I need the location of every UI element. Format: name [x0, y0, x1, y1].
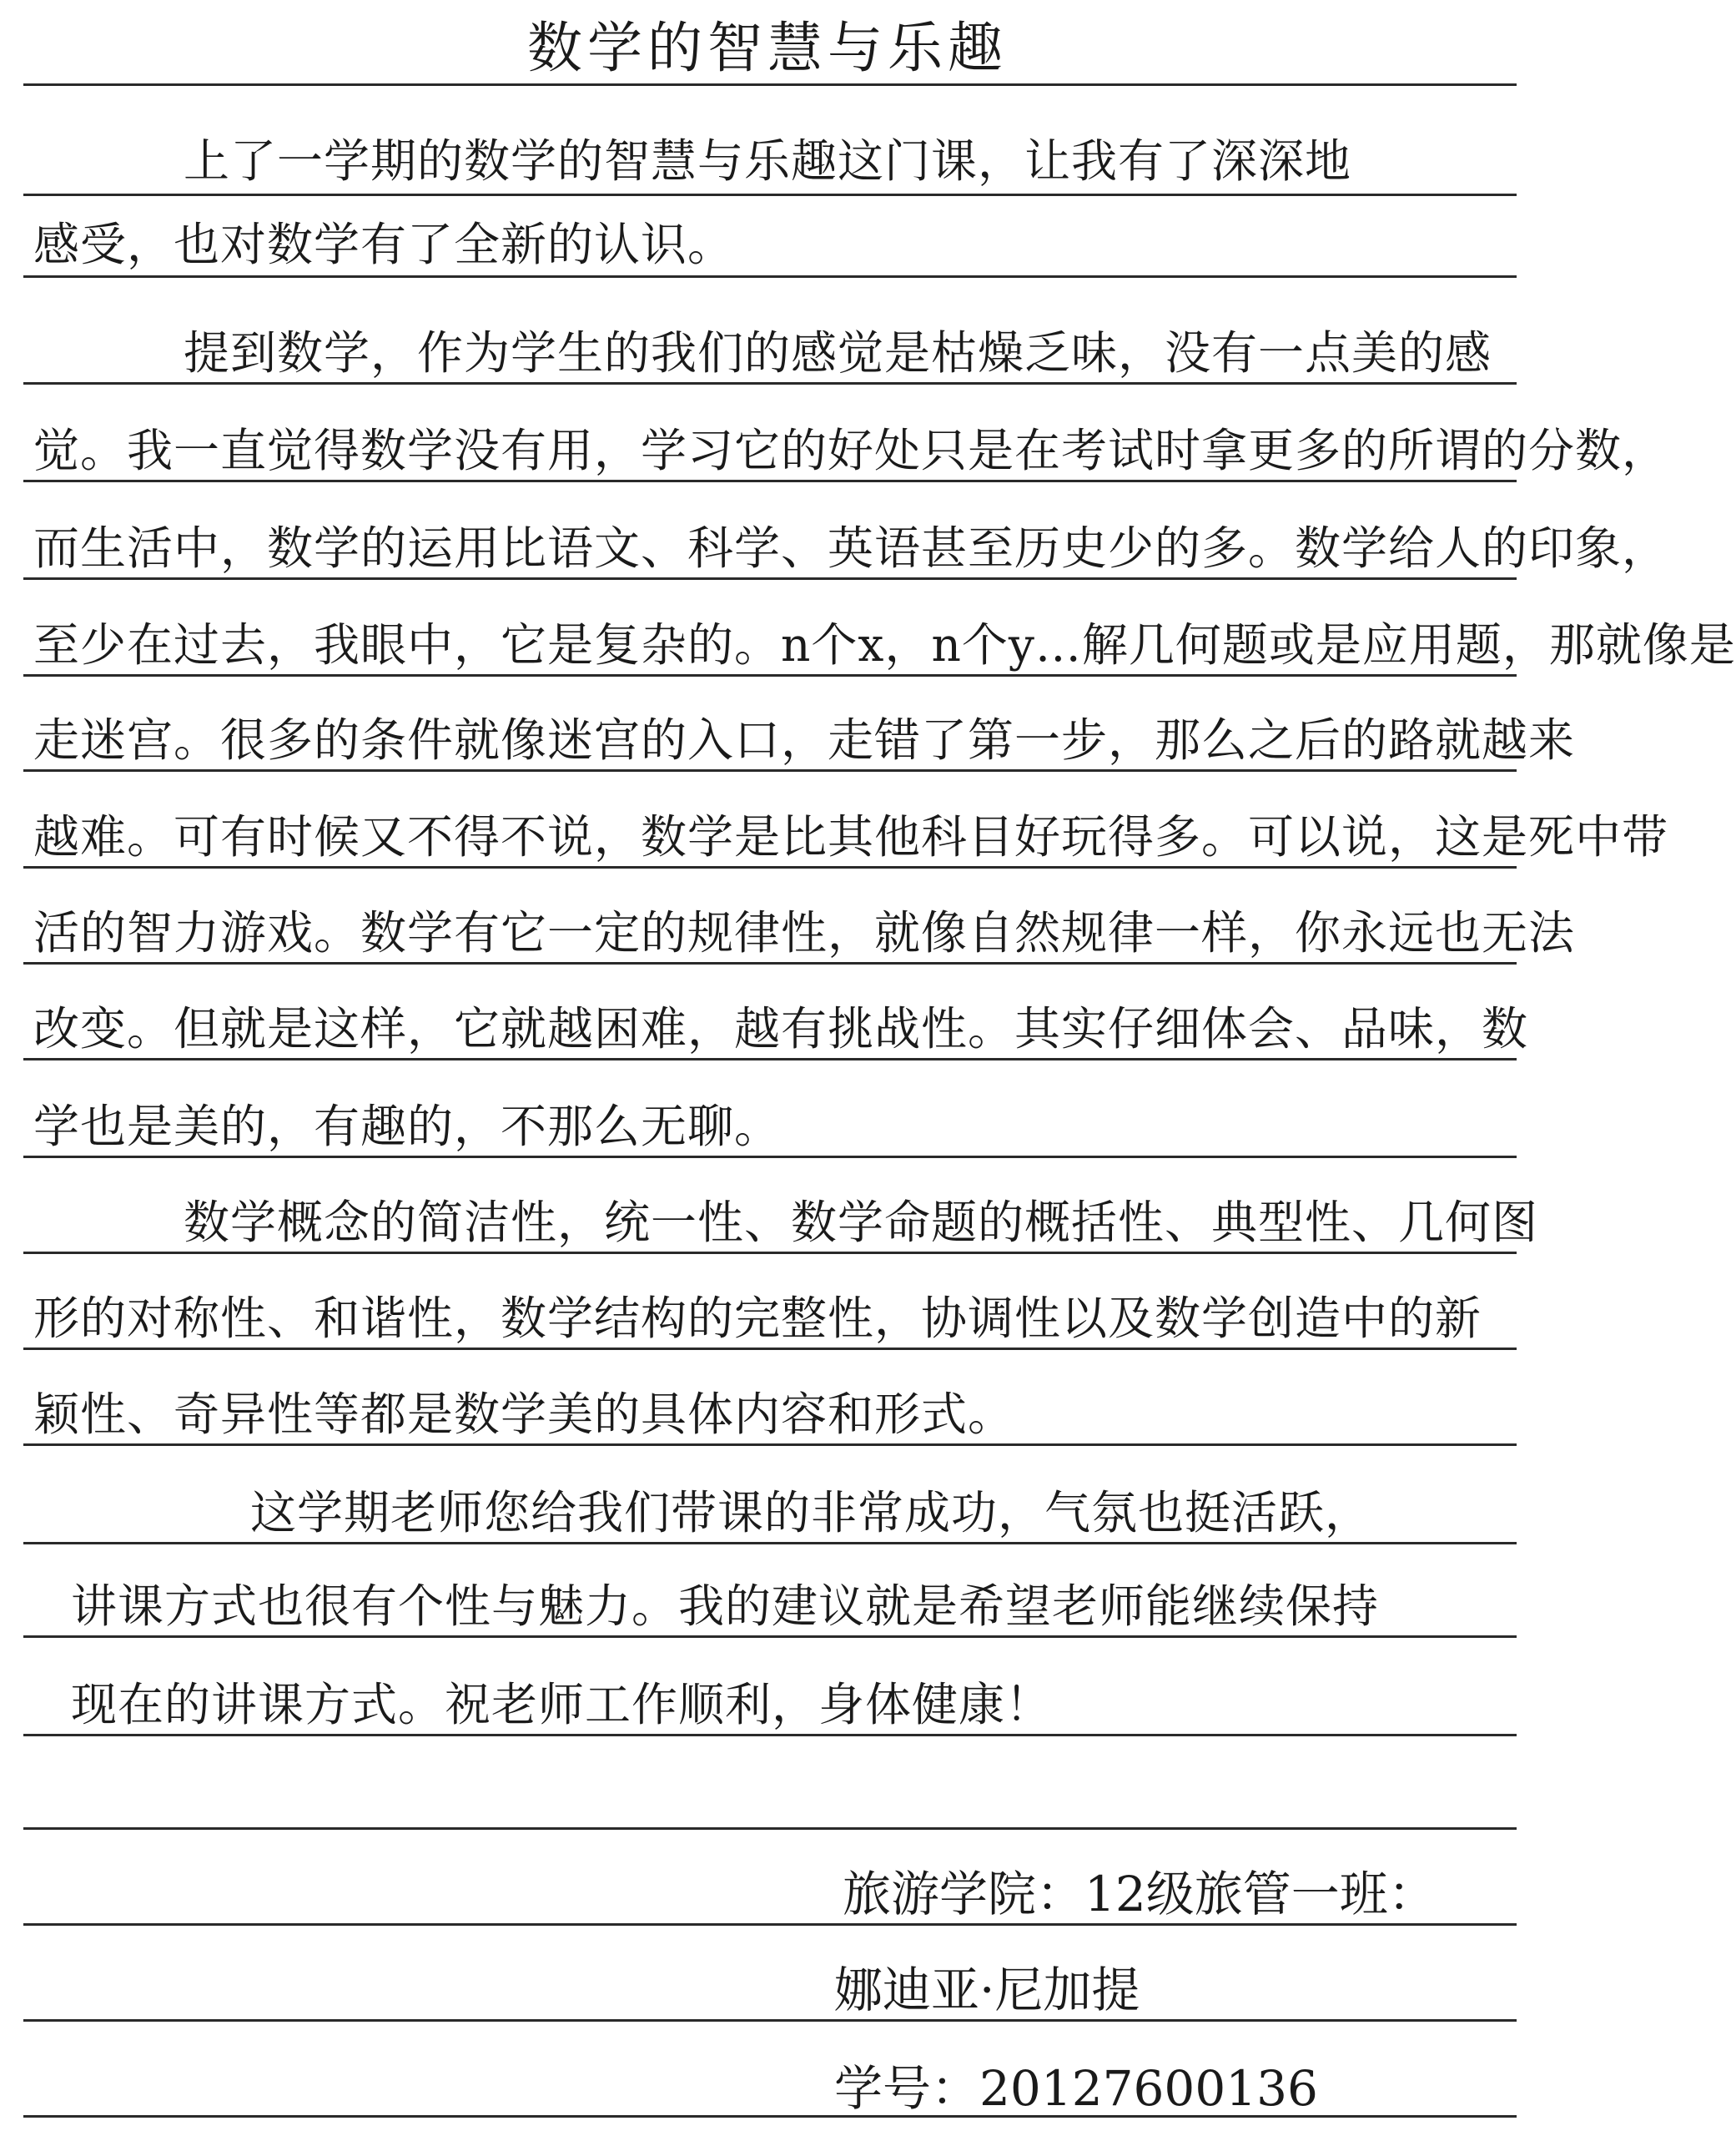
ruled-line — [23, 275, 1517, 278]
ruled-line — [23, 1348, 1517, 1350]
ruled-line — [23, 962, 1517, 965]
essay-line: 走迷宫。很多的条件就像迷宫的入口，走错了第一步，那么之后的路就越来 — [33, 713, 1576, 767]
ruled-line — [23, 1635, 1517, 1638]
essay-line: 现在的讲课方式。祝老师工作顺利，身体健康！ — [71, 1678, 1053, 1731]
essay-line: 越难。可有时候又不得不说，数学是比其他科目好玩得多。可以说，这是死中带 — [33, 810, 1669, 864]
ruled-line — [23, 1542, 1517, 1544]
essay-line: 这学期老师您给我们带课的非常成功，气氛也挺活跃， — [250, 1486, 1372, 1539]
ruled-line — [23, 194, 1517, 196]
essay-line: 改变。但就是这样，它就越困难，越有挑战性。其实仔细体会、品味，数 — [33, 1002, 1529, 1055]
essay-line: 提到数学，作为学生的我们的感觉是枯燥乏味，没有一点美的感 — [184, 326, 1492, 380]
ruled-line — [23, 1734, 1517, 1736]
ruled-line — [23, 1058, 1517, 1060]
essay-line: 感受，也对数学有了全新的认识。 — [33, 218, 735, 271]
ruled-line — [23, 1156, 1517, 1158]
student-id-line — [834, 2059, 1318, 2118]
essay-line: 上了一学期的数学的智慧与乐趣这门课，让我有了深深地 — [184, 134, 1352, 188]
essay-line: 讲课方式也很有个性与魅力。我的建议就是希望老师能继续保持 — [71, 1579, 1380, 1633]
student-id-value: 20127600136 — [979, 2060, 1318, 2117]
essay-line: 活的智力游戏。数学有它一定的规律性，就像自然规律一样，你永远也无法 — [33, 906, 1576, 960]
signature-affiliation: 旅游学院：12级旅管一班： — [843, 1866, 1437, 1922]
ruled-line — [23, 866, 1517, 869]
student-id-label: 学号： — [834, 2060, 980, 2117]
ruled-line — [23, 577, 1517, 580]
ruled-line — [23, 1252, 1517, 1254]
ruled-line — [23, 382, 1517, 385]
essay-line: 觉。我一直觉得数学没有用，学习它的好处只是在考试时拿更多的所谓的分数， — [33, 424, 1669, 477]
essay-line: 颖性、奇异性等都是数学美的具体内容和形式。 — [33, 1388, 1015, 1441]
ruled-line — [23, 674, 1517, 677]
essay-title: 数学的智慧与乐趣 — [527, 16, 1008, 80]
essay-line: 至少在过去，我眼中，它是复杂的。n个x，n个y…解几何题或是应用题，那就像是 — [33, 618, 1736, 672]
essay-line: 而生活中，数学的运用比语文、科学、英语甚至历史少的多。数学给人的印象， — [33, 521, 1669, 575]
ruled-line — [23, 1443, 1517, 1446]
essay-line: 数学概念的简洁性，统一性、数学命题的概括性、典型性、几何图 — [184, 1196, 1539, 1249]
ruled-line — [23, 480, 1517, 482]
signature-name: 娜迪亚·尼加提 — [834, 1962, 1140, 2018]
essay-line: 形的对称性、和谐性，数学结构的完整性，协调性以及数学创造中的新 — [33, 1292, 1482, 1345]
ruled-line — [23, 1827, 1517, 1830]
ruled-line — [23, 83, 1517, 86]
ruled-line — [23, 1923, 1517, 1926]
ruled-line — [23, 2019, 1517, 2022]
essay-line: 学也是美的，有趣的，不那么无聊。 — [33, 1100, 782, 1153]
ruled-line — [23, 769, 1517, 772]
